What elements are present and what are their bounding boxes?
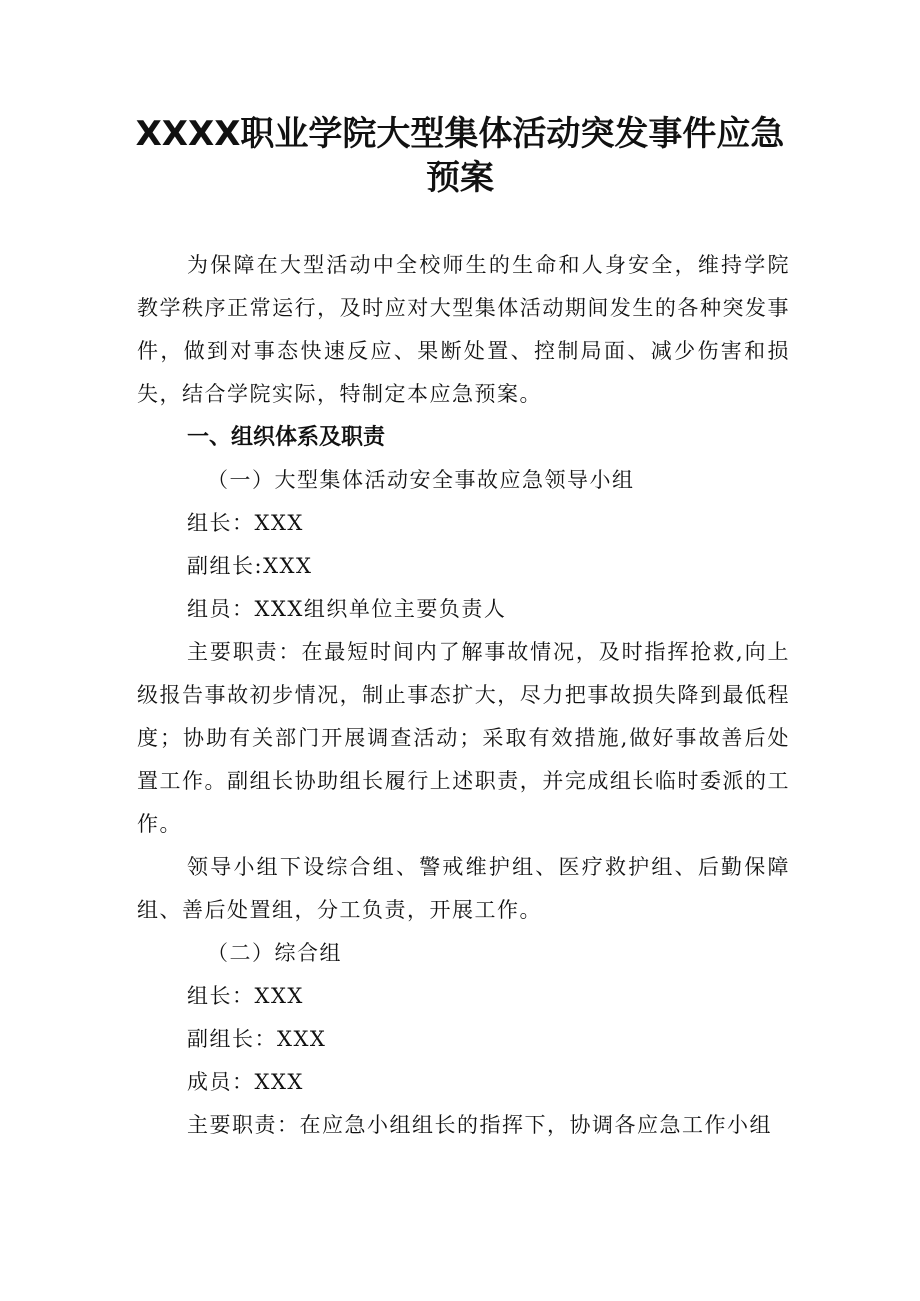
general-group-deputy: 副组长：XXX (187, 1027, 327, 1051)
leadership-deputy: 副组长:XXX (187, 554, 313, 578)
general-group-heading: （二）综合组 (207, 941, 342, 965)
leadership-members: 组员：XXX组织单位主要负责人 (187, 597, 507, 621)
leadership-group-heading: （一）大型集体活动安全事故应急领导小组 (207, 468, 635, 492)
general-group-members: 成员：XXX (187, 1070, 304, 1094)
section1-heading: 一、组织体系及职责 (187, 425, 386, 450)
leadership-leader: 组长：XXX (187, 511, 304, 535)
general-group-leader: 组长：XXX (187, 984, 304, 1008)
intro-paragraph: 为保障在大型活动中全校师生的生命和人身安全，维持学院教学秩序正常运行，及时应对大型集体活动期间发生的各种突发事件，做到对事态快速反应、果断处置、控制局面、减少伤害和损失，结合学院实际，特制定本应急预案。 (137, 253, 790, 406)
document-title-line1: XXXX职业学院大型集体活动突发事件应急 (135, 114, 785, 154)
general-group-duties: 主要职责：在应急小组组长的指挥下，协调各应急工作小组 (187, 1113, 772, 1137)
subgroups-paragraph: 领导小组下设综合组、警戒维护组、医疗救护组、后勤保障组、善后处置组，分工负责，开展工作。 (137, 855, 790, 922)
document-title-line2: 预案 (426, 158, 494, 198)
leadership-duties-paragraph: 主要职责：在最短时间内了解事故情况，及时指挥抢救,向上级报告事故初步情况，制止事态扩大，尽力把事故损失降到最低程度；协助有关部门开展调查活动；采取有效措施,做好事故善后处置工作。副组长协助组长履行上述职责，并完成组长临时委派的工作。 (137, 640, 790, 836)
